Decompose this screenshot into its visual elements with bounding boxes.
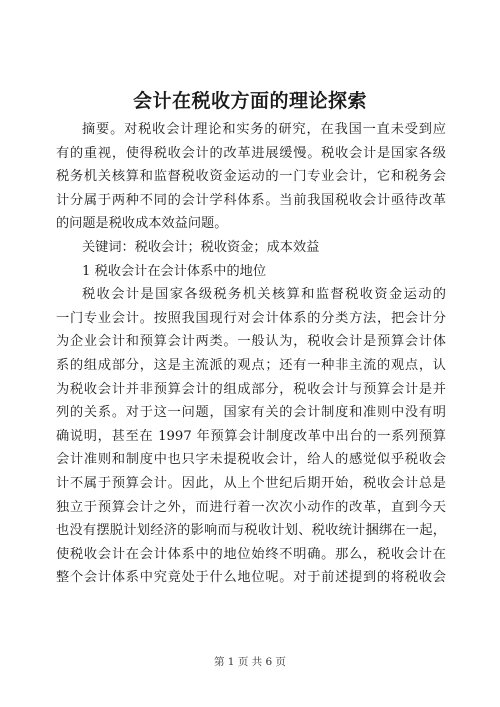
text-line: 关键词：税收会计；税收资金；成本效益 [82,239,320,255]
text-line: 会计准则和制度中也只字未提税收会计，给人的感觉似乎税收会 [56,452,446,468]
text-line: 税收会计是国家各级税务机关核算和监督税收资金运动的 [82,287,446,303]
text-line: 也没有摆脱计划经济的影响而与税收计划、税收统计捆绑在一起， [56,523,446,539]
text-line: 为税收会计并非预算会计的组成部分，税收会计与预算会计是并 [56,381,446,397]
document-body [56,118,446,590]
text-line: 整个会计体系中究竟处于什么地位呢。对于前述提到的将税收会 [56,570,446,586]
text-line: 系的组成部分，这是主流派的观点；还有一种非主流的观点，认 [56,357,446,373]
text-line: 为企业会计和预算会计两类。一般认为，税收会计是预算会计体 [56,334,446,350]
text-line: 摘要。对税收会计理论和实务的研究，在我国一直未受到应 [82,122,446,137]
text-line: 1 税收会计在会计体系中的地位 [82,263,267,279]
text-line: 计不属于预算会计。因此，从上个世纪后期开始，税收会计总是 [56,475,446,491]
text-line: 的问题是税收成本效益问题。 [56,216,228,232]
text-line: 独立于预算会计之外，而进行着一次次小动作的改革，直到今天 [56,499,446,515]
text-line: 确说明，甚至在 1997 年预算会计制度改革中出台的一系列预算 [56,428,446,444]
text-line: 列的关系。对于这一问题，国家有关的会计制度和准则中没有明 [56,405,446,421]
text-line: 税务机关核算和监督税收资金运动的一门专业会计，它和税务会 [56,169,446,185]
text-line: 计分属于两种不同的会计学科体系。当前我国税收会计亟待改革 [56,192,446,208]
text-line: 有的重视，使得税收会计的改革进展缓慢。税收会计是国家各级 [56,145,446,161]
document-title: 会计在税收方面的理论探索 [132,90,367,112]
text-line: 一门专业会计。按照我国现行对会计体系的分类方法，把会计分 [56,310,446,326]
text-line: 使税收会计在会计体系中的地位始终不明确。那么，税收会计在 [56,546,446,562]
page-footer: 第 1 页 共 6 页 [213,656,287,668]
